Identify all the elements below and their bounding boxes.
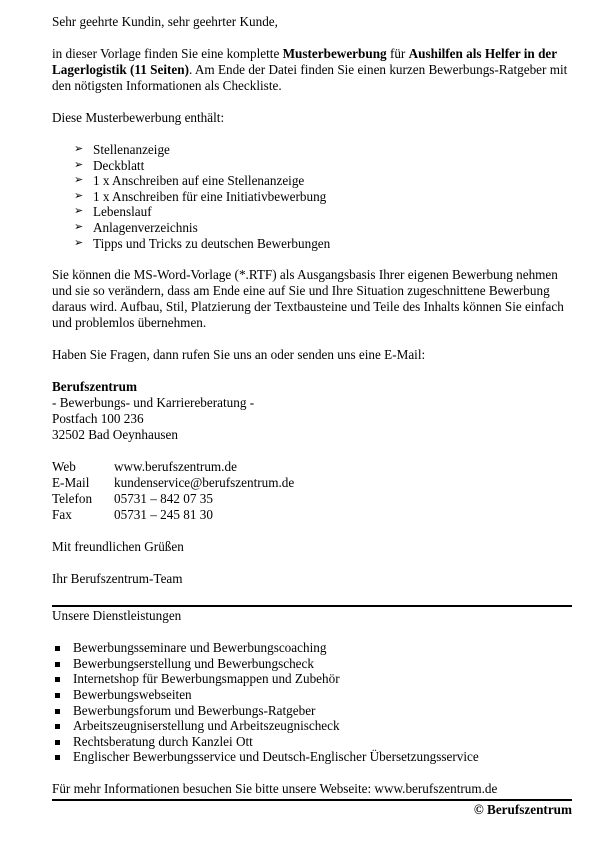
intro-bold-1: Musterbewerbung	[282, 46, 387, 61]
list-item: ➢ Tipps und Tricks zu deutschen Bewerbungen	[74, 235, 331, 251]
divider-bottom	[52, 799, 572, 801]
company-name: Berufszentrum	[52, 379, 137, 395]
intro-bold-2: Aushilfen als Helfer in der Lagerlogistik (11 Seiten)	[52, 46, 557, 77]
list-item: Englischer Bewerbungsservice und Deutsch-Englischer Übersetzungsservice	[52, 749, 572, 765]
list-item: ➢ Lebenslauf	[74, 204, 152, 220]
arrow-bullet-icon: ➢	[74, 158, 84, 171]
intro-text-3: . Am Ende der Datei finden Sie einen kurzen Bewerbungs-Ratgeber mit den nötigsten Informationen als Checkliste.	[52, 62, 568, 93]
contact-label: Telefon	[52, 491, 93, 507]
divider-top	[52, 605, 572, 607]
contact-row-fax	[52, 507, 572, 523]
contents-list	[52, 142, 572, 251]
list-item: Rechtsberatung durch Kanzlei Ott	[52, 734, 572, 750]
arrow-bullet-icon: ➢	[74, 189, 84, 202]
square-bullet-icon	[55, 709, 60, 714]
signature: Ihr Berufszentrum-Team	[52, 571, 183, 587]
contents-heading: Diese Musterbewerbung enthält:	[52, 110, 225, 125]
list-item: Bewerbungsseminare und Bewerbungscoaching	[52, 640, 572, 656]
arrow-bullet-icon: ➢	[74, 205, 84, 218]
fax-value: 05731 – 245 81 30	[114, 507, 213, 523]
square-bullet-icon	[55, 693, 60, 698]
company-subtitle: - Bewerbungs- und Karriereberatung -	[52, 395, 255, 411]
intro-text-2: für	[386, 46, 409, 61]
square-bullet-icon	[55, 724, 60, 729]
contact-label: E-Mail	[52, 475, 90, 491]
services-heading: Unsere Dienstleistungen	[52, 608, 182, 624]
square-bullet-icon	[55, 646, 60, 651]
list-item: Bewerbungswebseiten	[52, 687, 572, 703]
intro-paragraph	[52, 46, 572, 94]
contact-label: Fax	[52, 507, 72, 523]
contact-row-web	[52, 459, 572, 475]
postbox: Postfach 100 236	[52, 411, 144, 427]
list-item: Bewerbungsforum und Bewerbungs-Ratgeber	[52, 703, 572, 719]
list-item: ➢ Deckblatt	[74, 157, 145, 173]
list-item: Bewerbungserstellung und Bewerbungscheck	[52, 656, 572, 672]
square-bullet-icon	[55, 740, 60, 745]
list-item: Arbeitszeugniserstellung und Arbeitszeugnischeck	[52, 718, 572, 734]
contact-row-phone	[52, 491, 572, 507]
square-bullet-icon	[55, 662, 60, 667]
arrow-bullet-icon: ➢	[74, 236, 84, 249]
square-bullet-icon	[55, 755, 60, 760]
arrow-bullet-icon: ➢	[74, 143, 84, 155]
usage-paragraph: Sie können die MS-Word-Vorlage (*.RTF) als Ausgangsbasis Ihrer eigenen Bewerbung nehmen und sie so verändern, dass am Ende eine auf Sie und Ihre Situation zugeschnittene Bewerbung daraus wird. Aufbau, Stil, Platzierung der Textbausteine und Teile des Inhalts können Sie einfach und problemlos übernehmen.	[52, 267, 564, 331]
list-item: Internetshop für Bewerbungsmappen und Zubehör	[52, 671, 572, 687]
square-bullet-icon	[55, 677, 60, 682]
list-item: ➢ Anlagenverzeichnis	[74, 219, 198, 235]
document-page	[52, 14, 572, 818]
contact-label: Web	[52, 459, 76, 475]
closing: Mit freundlichen Grüßen	[52, 539, 184, 555]
email-link[interactable]: kundenservice@berufszentrum.de	[114, 475, 295, 491]
intro-text-1: in dieser Vorlage finden Sie eine komplette	[52, 46, 283, 61]
phone-value: 05731 – 842 07 35	[114, 491, 213, 507]
greeting: Sehr geehrte Kundin, sehr geehrter Kunde,	[52, 14, 278, 29]
contact-row-email	[52, 475, 572, 491]
list-item: ➢ 1 x Anschreiben für eine Initiativbewerbung	[74, 188, 327, 204]
copyright: © Berufszentrum	[473, 801, 572, 817]
website-link[interactable]: www.berufszentrum.de	[114, 459, 237, 475]
services-list	[52, 640, 572, 765]
city: 32502 Bad Oeynhausen	[52, 427, 178, 443]
contact-table	[52, 459, 572, 523]
arrow-bullet-icon: ➢	[74, 220, 84, 233]
list-item: ➢ 1 x Anschreiben auf eine Stellenanzeige	[74, 173, 305, 189]
list-item: ➢ Stellenanzeige	[74, 142, 170, 157]
arrow-bullet-icon: ➢	[74, 174, 84, 187]
more-info: Für mehr Informationen besuchen Sie bitte unsere Webseite: www.berufszentrum.de	[52, 780, 498, 796]
questions-paragraph: Haben Sie Fragen, dann rufen Sie uns an oder senden uns eine E-Mail:	[52, 347, 426, 363]
